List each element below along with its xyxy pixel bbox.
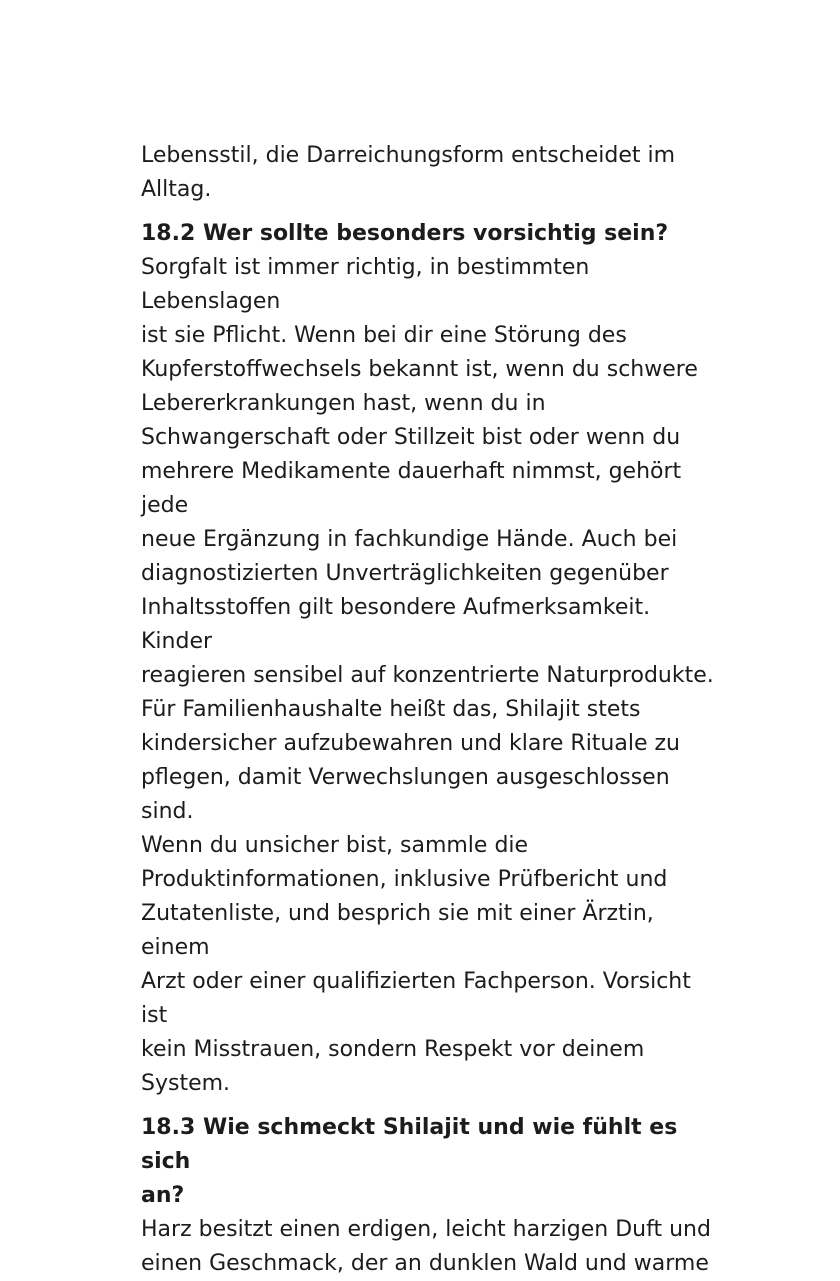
section-body-18-3: Harz besitzt einen erdigen, leicht harzigen Duft und einen Geschmack, der an dunklen Wald und warme <box>141 1217 711 1276</box>
section-body-18-2: Sorgfalt ist immer richtig, in bestimmten Lebenslagen ist sie Pflicht. Wenn bei dir eine Störung des Kupferstoffwechsels bekannt ist, wenn du schwere Lebererkrankungen hast, wenn du in Schwangerschaft oder Stillzeit bist oder wenn du mehrere Medikamente dauerhaft nimmst, gehört jede neue Ergänzung in fachkundige Hände. Auch bei diagnostizierten Unverträglichkeiten gegenüber Inhaltsstoffen gilt besondere Aufmerksamkeit. Kinder reagieren sensibel auf konzentrierte Naturprodukte. Für Familienhaushalte heißt das, Shilajit stets kindersicher aufzubewahren und klare Rituale zu pflegen, damit Verwechslungen ausgeschlossen sind. Wenn du unsicher bist, sammle die Produktinformationen, inklusive Prüfbericht und Zutatenliste, und besprich sie mit einer Ärztin, einem Arzt oder einer qualifizierten Fachperson. Vorsicht ist kein Misstrauen, sondern Respekt vor deinem System. <box>141 255 714 1096</box>
continuation-paragraph: Lebensstil, die Darreichungsform entscheidet im Alltag. <box>141 143 676 202</box>
document-page <box>141 139 721 1281</box>
section-heading-18-3: 18.3 Wie schmeckt Shilajit und wie fühlt es sich an? <box>141 1115 678 1208</box>
section-heading-18-2: 18.2 Wer sollte besonders vorsichtig sein? <box>141 221 669 246</box>
